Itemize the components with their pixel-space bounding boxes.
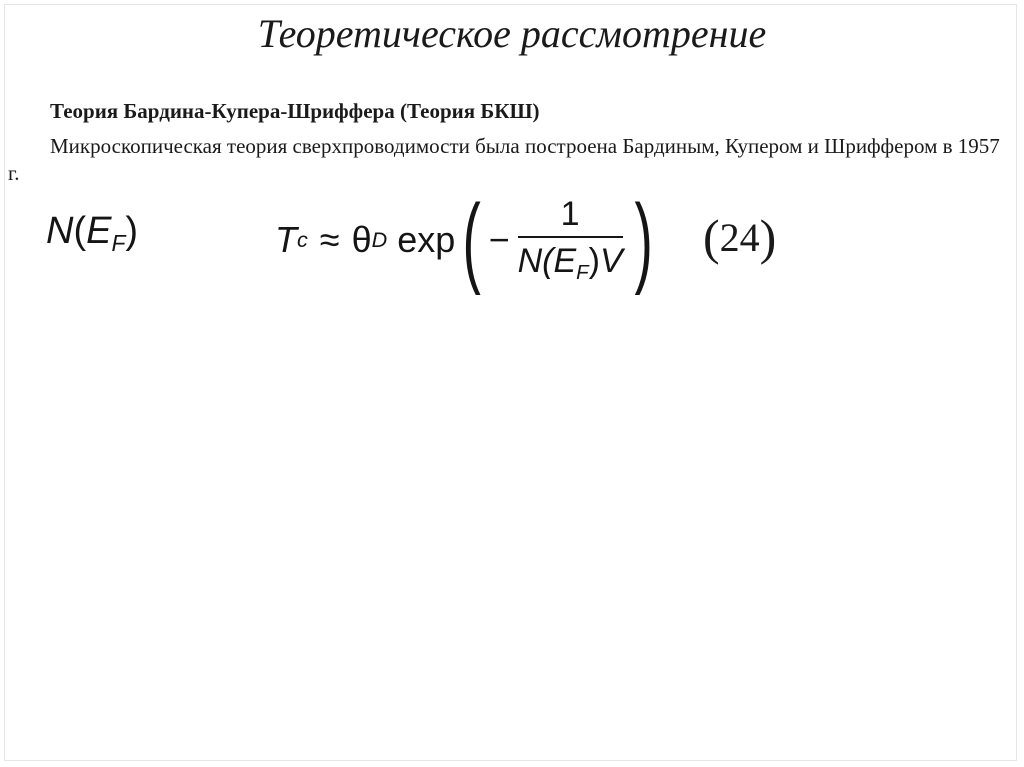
nef-open-paren: (	[73, 210, 87, 252]
tc-sub-c: c	[297, 227, 308, 252]
nef-close-paren: )	[125, 210, 139, 252]
fraction-denominator	[518, 238, 623, 285]
fraction	[518, 195, 623, 285]
body-paragraph: Микроскопическая теория сверхпроводимости была построена Бардиным, Купером и Шриффером в 1957 г.	[8, 134, 1000, 185]
theta-sub-D: D	[371, 227, 388, 252]
approx-sign: ≈	[319, 219, 340, 260]
section-subheading: Теория Бардина-Купера-Шриффера (Теория БКШ)	[50, 99, 540, 123]
tc-T: T	[275, 219, 297, 260]
minus-sign: −	[488, 219, 510, 260]
theta-symbol: θ	[351, 219, 372, 260]
nef-E: E	[86, 210, 112, 252]
exp-function: exp	[397, 219, 456, 260]
den-close: )	[588, 241, 600, 280]
eqnum-value: 24	[719, 215, 760, 260]
den-V: V	[599, 241, 623, 280]
equation-number	[703, 208, 776, 266]
den-N: N(	[517, 241, 554, 280]
right-big-paren: )	[634, 184, 653, 296]
eqnum-open: (	[703, 209, 720, 265]
eqnum-close: )	[759, 209, 777, 265]
slide-title: Теоретическое рассмотрение	[257, 11, 767, 56]
den-E: E	[553, 241, 577, 280]
left-big-paren: (	[462, 184, 482, 296]
fraction-numerator: 1	[560, 194, 580, 233]
density-of-states-symbol	[46, 210, 138, 257]
nef-N: N	[46, 210, 74, 252]
nef-sub-F: F	[111, 229, 126, 256]
critical-temperature-formula	[275, 184, 660, 296]
den-sub-F: F	[576, 262, 589, 285]
